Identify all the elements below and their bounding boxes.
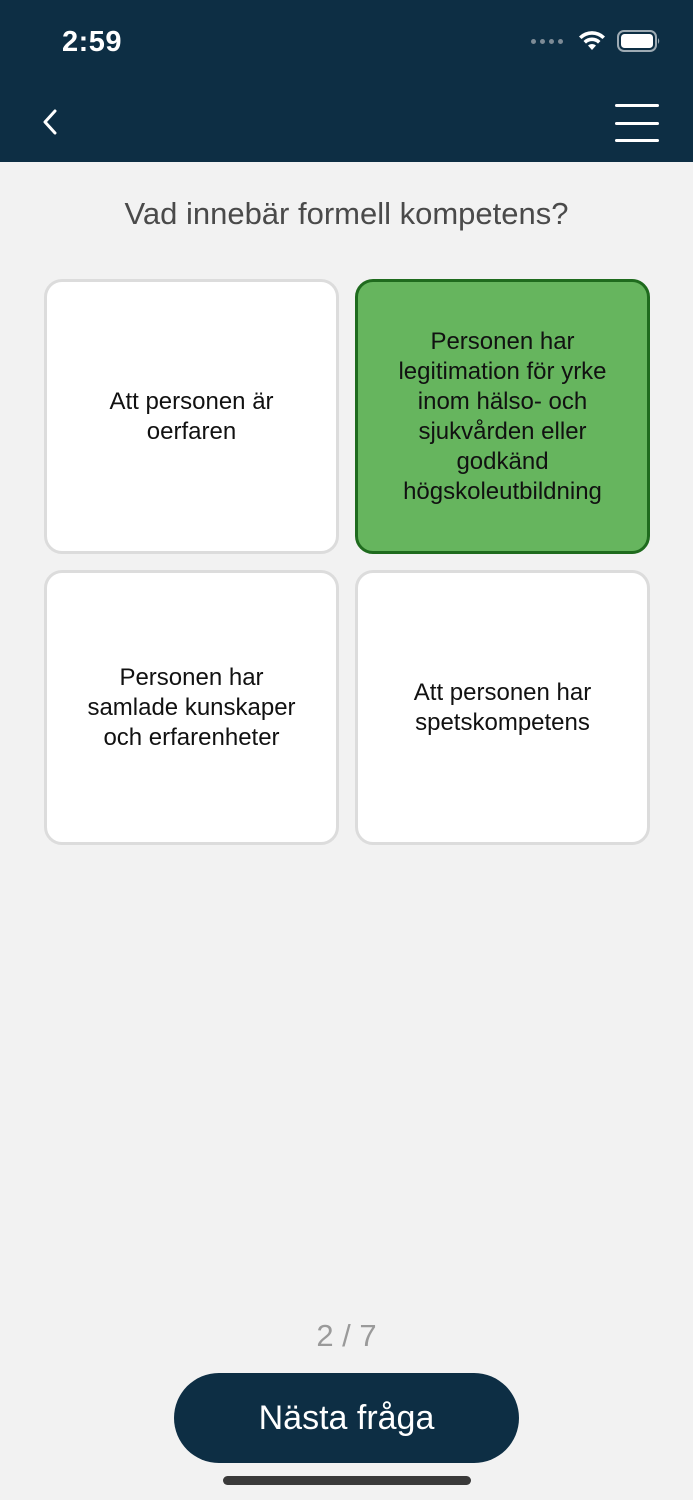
answer-option-1[interactable] bbox=[44, 279, 339, 554]
answer-option-label: Att personen är oerfaren bbox=[109, 387, 274, 445]
back-button[interactable] bbox=[30, 100, 70, 144]
status-bar-time: 2:59 bbox=[62, 26, 123, 58]
answer-option-4[interactable] bbox=[355, 570, 650, 845]
menu-line bbox=[615, 104, 659, 107]
answer-option-label: Personen har samlade kunskaper och erfarenheter bbox=[87, 663, 296, 751]
status-bar-icons bbox=[531, 30, 661, 52]
menu-line bbox=[615, 122, 659, 125]
hamburger-menu-button[interactable] bbox=[615, 104, 659, 142]
app-header bbox=[0, 0, 693, 162]
battery-icon bbox=[617, 30, 661, 52]
chevron-left-icon bbox=[40, 107, 60, 137]
answer-option-3[interactable] bbox=[44, 570, 339, 845]
home-indicator bbox=[223, 1476, 471, 1485]
question-progress: 2 / 7 bbox=[316, 1318, 377, 1353]
menu-line bbox=[615, 139, 659, 142]
answer-grid bbox=[44, 279, 650, 845]
wifi-icon bbox=[577, 30, 607, 52]
answer-option-label: Att personen har spetskompetens bbox=[413, 678, 592, 736]
next-question-button[interactable]: Nästa fråga bbox=[174, 1373, 519, 1463]
answer-option-label: Personen har legitimation för yrke inom hälso- och sjukvården eller godkänd högskoleutbildning bbox=[398, 327, 607, 505]
answer-option-2[interactable] bbox=[355, 279, 650, 554]
cellular-signal-icon bbox=[531, 39, 563, 44]
question-text: Vad innebär formell kompetens? bbox=[124, 196, 569, 231]
